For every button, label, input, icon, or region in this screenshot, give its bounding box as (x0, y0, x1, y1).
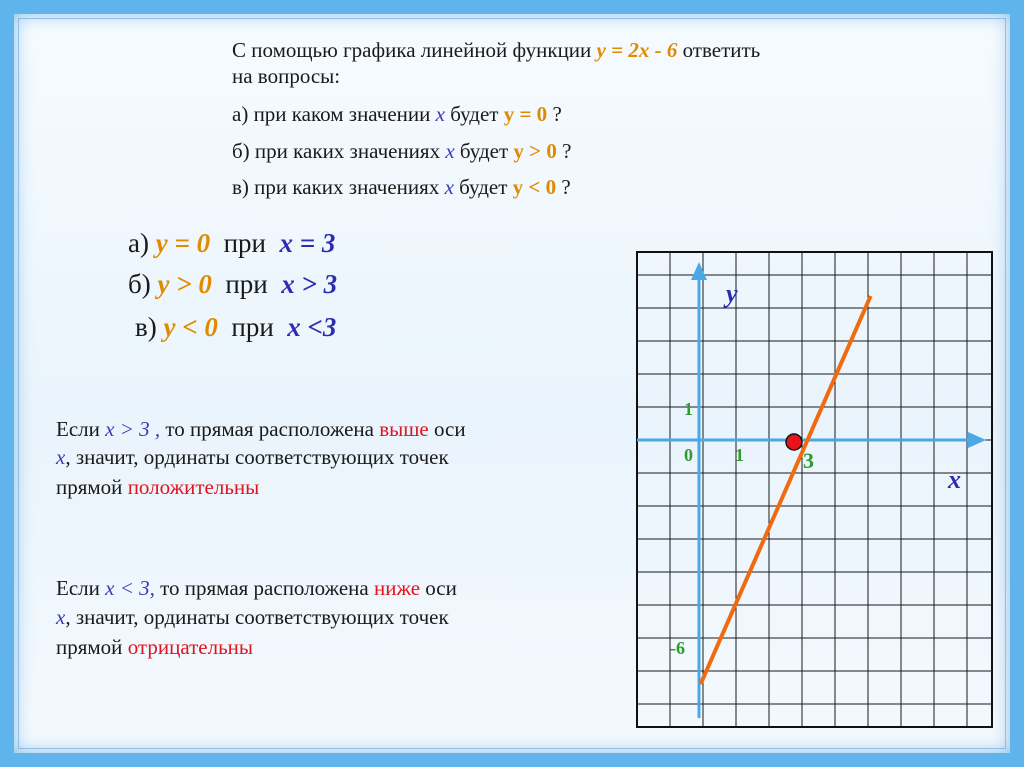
question-line-2: на вопросы: (232, 64, 341, 88)
question-c-budet: будет (453, 175, 513, 199)
answer-c-x: x <3 (287, 312, 337, 342)
note1-mid: то прямая расположена (160, 417, 380, 441)
question-a-var: x (435, 102, 445, 126)
question-intro: С помощью графика линейной функции (232, 38, 597, 62)
note2-cond: x < 3, (105, 576, 155, 600)
label-y-one: 1 (684, 399, 693, 419)
answer-a-pri: при (223, 228, 267, 258)
question-c-qmark: ? (556, 175, 571, 199)
note1-word: выше (379, 417, 429, 441)
answer-c-cond: y < 0 (163, 312, 218, 342)
question-formula: y = 2x - 6 (596, 38, 678, 62)
answer-a-label: а) (128, 228, 149, 258)
question-b-text: б) при каких значениях (232, 139, 446, 163)
question-a-cond: y = 0 (503, 102, 548, 126)
x-axis-arrow (968, 432, 986, 448)
note1-post: оси (428, 417, 466, 441)
note2-pre: Если (56, 576, 106, 600)
note1-cond: x > 3 , (105, 417, 161, 441)
answer-a-x: x = 3 (279, 228, 336, 258)
question-a-budet: будет (444, 102, 504, 126)
note1-line-2-text: , значит, ординаты соответствующих точек (65, 445, 449, 469)
question-c-cond: y < 0 (512, 175, 557, 199)
note2-post: оси (420, 576, 457, 600)
note1-line-3-pre: прямой (56, 475, 128, 499)
note2-mid: то прямая расположена (154, 576, 374, 600)
label-origin-zero: 0 (684, 445, 693, 465)
note1-positive-word: положительны (127, 475, 260, 499)
function-line (701, 296, 871, 684)
question-c-text: в) при каких значениях (232, 175, 445, 199)
answer-b-pri: при (225, 269, 268, 299)
grid (637, 252, 992, 727)
question-b-budet: будет (454, 139, 514, 163)
question-a-qmark: ? (547, 102, 562, 126)
note2-x: x (56, 605, 66, 629)
note1-x: x (56, 445, 66, 469)
note2-line-3-pre: прямой (56, 635, 128, 659)
answer-b-x: x > 3 (281, 269, 338, 299)
question-b-qmark: ? (556, 139, 572, 163)
question-intro-end: ответить (677, 38, 761, 62)
note2-negative-word: отрицательны (127, 635, 254, 659)
intersection-point (786, 434, 802, 450)
label-y-minus-six: -6 (670, 638, 685, 658)
note2-word: ниже (373, 576, 421, 600)
question-b-cond: y > 0 (513, 139, 557, 163)
answer-c-pri: при (231, 312, 274, 342)
note1-pre: Если (56, 417, 106, 441)
answer-b-cond: y > 0 (157, 269, 212, 299)
x-axis-label: x (948, 465, 961, 494)
graph-frame (637, 252, 992, 727)
question-a-text: а) при каком значении (232, 102, 436, 126)
question-b-var: x (445, 139, 455, 163)
y-axis-arrow (691, 262, 707, 280)
question-c-var: x (444, 175, 454, 199)
label-x-one: 1 (735, 445, 744, 465)
note2-line-2-text: , значит, ординаты соответствующих точек (65, 605, 449, 629)
answer-a-cond: y = 0 (155, 228, 211, 258)
answer-c-label: в) (135, 312, 157, 342)
y-axis-label: y (726, 279, 738, 308)
label-x-three: 3 (803, 448, 814, 473)
answer-b-label: б) (128, 269, 151, 299)
